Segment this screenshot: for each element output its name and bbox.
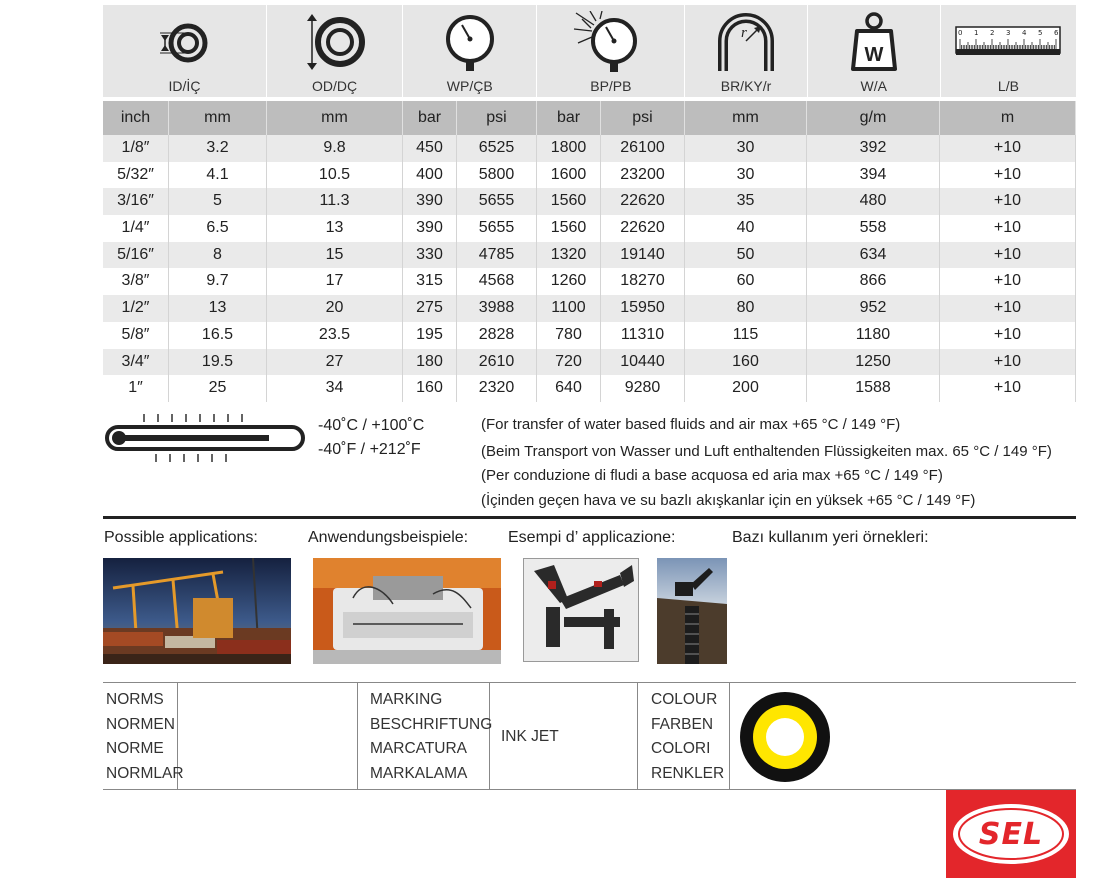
ruler-icon [954, 23, 1062, 63]
construction-site-photo [657, 558, 727, 664]
cell-bp-bar: 780 [537, 322, 601, 349]
header-wa [808, 5, 941, 97]
cell-wa-gm: 634 [807, 242, 940, 269]
svg-text:r: r [741, 25, 747, 41]
cell-od-mm: 27 [267, 349, 403, 376]
svg-text:5: 5 [1038, 29, 1043, 37]
unit-od-mm: mm [267, 101, 403, 135]
table-row [103, 188, 1076, 215]
svg-text:1: 1 [974, 29, 979, 37]
cell-bp-psi: 19140 [601, 242, 685, 269]
applications-title-tr: Bazı kullanım yeri örnekleri: [732, 529, 929, 546]
cell-id-mm: 5 [169, 188, 267, 215]
cell-id-mm: 25 [169, 375, 267, 402]
norms-de: NORMEN [106, 715, 175, 733]
machinery-photo [313, 558, 501, 664]
section-divider [103, 516, 1076, 519]
footer-top-line [103, 682, 1076, 683]
cell-wp-psi: 5655 [457, 188, 537, 215]
cell-wp-bar: 180 [403, 349, 457, 376]
cell-wa-gm: 558 [807, 215, 940, 242]
footer-divider-2 [357, 682, 358, 789]
bend-radius-icon [711, 11, 781, 73]
cell-br-mm: 80 [685, 295, 807, 322]
cell-br-mm: 40 [685, 215, 807, 242]
wp-label: WP/ÇB [446, 78, 493, 94]
cell-wa-gm: 392 [807, 135, 940, 162]
table-row [103, 162, 1076, 189]
note-tr: (İçinden geçen hava ve su bazlı akışkanlar için en yüksek +65 °C / 149 °F) [481, 492, 976, 509]
cell-inch: 1/4″ [103, 215, 169, 242]
applications-title-de: Anwendungsbeispiele: [308, 529, 469, 546]
table-row [103, 215, 1076, 242]
pressure-gauge-icon [440, 11, 500, 73]
marking-labels [370, 688, 492, 786]
marking-tr: MARKALAMA [370, 764, 468, 782]
cell-inch: 1/8″ [103, 135, 169, 162]
temperature-celsius: -40˚C / +100˚C [318, 417, 425, 434]
marking-en: MARKING [370, 691, 443, 708]
cell-br-mm: 50 [685, 242, 807, 269]
cell-id-mm: 6.5 [169, 215, 267, 242]
applications-title-en: Possible applications: [104, 529, 258, 546]
cell-id-mm: 4.1 [169, 162, 267, 189]
unit-inch: inch [103, 101, 169, 135]
cell-inch: 3/16″ [103, 188, 169, 215]
footer-bottom-line [103, 789, 1076, 790]
cell-lb-m: +10 [940, 322, 1076, 349]
cell-wp-bar: 195 [403, 322, 457, 349]
colour-en: COLOUR [651, 691, 718, 708]
marking-de: BESCHRIFTUNG [370, 715, 493, 733]
colour-it: COLORI [651, 740, 711, 757]
cell-wp-psi: 4568 [457, 268, 537, 295]
cell-bp-bar: 1320 [537, 242, 601, 269]
cell-lb-m: +10 [940, 242, 1076, 269]
cell-id-mm: 13 [169, 295, 267, 322]
cell-od-mm: 10.5 [267, 162, 403, 189]
unit-bp-psi: psi [601, 101, 685, 135]
header-id [103, 5, 267, 97]
cell-id-mm: 8 [169, 242, 267, 269]
cell-lb-m: +10 [940, 375, 1076, 402]
table-row [103, 349, 1076, 376]
cell-wa-gm: 952 [807, 295, 940, 322]
cell-od-mm: 13 [267, 215, 403, 242]
cell-wp-psi: 3988 [457, 295, 537, 322]
table-row [103, 295, 1076, 322]
cell-lb-m: +10 [940, 162, 1076, 189]
cell-bp-bar: 1100 [537, 295, 601, 322]
cell-inch: 3/8″ [103, 268, 169, 295]
cell-od-mm: 17 [267, 268, 403, 295]
cell-lb-m: +10 [940, 215, 1076, 242]
cell-bp-psi: 18270 [601, 268, 685, 295]
temperature-fahrenheit: -40˚F / +212˚F [318, 441, 421, 458]
outer-diameter-icon [302, 11, 368, 73]
sel-logo [946, 790, 1076, 878]
unit-wp-bar: bar [403, 101, 457, 135]
colour-de: FARBEN [651, 715, 714, 733]
cell-bp-bar: 1560 [537, 188, 601, 215]
cell-bp-psi: 22620 [601, 188, 685, 215]
unit-wp-psi: psi [457, 101, 537, 135]
cell-wp-psi: 2610 [457, 349, 537, 376]
cell-bp-bar: 640 [537, 375, 601, 402]
cell-bp-bar: 1800 [537, 135, 601, 162]
cell-wp-bar: 315 [403, 268, 457, 295]
table-row [103, 322, 1076, 349]
unit-wa-gm: g/m [807, 101, 940, 135]
cell-bp-bar: 1260 [537, 268, 601, 295]
marking-value: INK JET [501, 728, 559, 745]
lb-label: L/B [997, 78, 1019, 94]
wa-label: W/A [860, 78, 887, 94]
cell-bp-psi: 15950 [601, 295, 685, 322]
cell-bp-psi: 22620 [601, 215, 685, 242]
cell-id-mm: 19.5 [169, 349, 267, 376]
hose-colour-swatch [738, 690, 832, 784]
note-it: (Per conduzione di fludi a base acquosa ed aria max +65 °C / 149 °F) [481, 467, 943, 484]
table-row [103, 268, 1076, 295]
data-rows [103, 135, 1076, 402]
note-de: (Beim Transport von Wasser und Luft enthaltenden Flüssigkeiten max. 65 °C / 149 °F) [481, 443, 1052, 460]
cell-od-mm: 20 [267, 295, 403, 322]
cell-bp-psi: 26100 [601, 135, 685, 162]
od-label: OD/DÇ [312, 78, 358, 94]
cell-wp-psi: 5655 [457, 215, 537, 242]
thermometer-icon [102, 410, 307, 466]
cell-wp-psi: 6525 [457, 135, 537, 162]
unit-br-mm: mm [685, 101, 807, 135]
cell-br-mm: 200 [685, 375, 807, 402]
cell-br-mm: 160 [685, 349, 807, 376]
cell-id-mm: 9.7 [169, 268, 267, 295]
cell-br-mm: 35 [685, 188, 807, 215]
footer-divider-5 [729, 682, 730, 789]
header-wp [403, 5, 537, 97]
cell-lb-m: +10 [940, 188, 1076, 215]
cell-br-mm: 115 [685, 322, 807, 349]
norms-en: NORMS [106, 691, 164, 708]
cell-wp-bar: 390 [403, 188, 457, 215]
cell-wp-psi: 2828 [457, 322, 537, 349]
svg-text:4: 4 [1022, 29, 1027, 37]
port-crane-photo [103, 558, 291, 664]
cell-od-mm: 15 [267, 242, 403, 269]
cell-inch: 5/8″ [103, 322, 169, 349]
cell-od-mm: 23.5 [267, 322, 403, 349]
svg-text:0: 0 [958, 29, 963, 37]
svg-text:2: 2 [990, 29, 995, 37]
unit-bp-bar: bar [537, 101, 601, 135]
cell-od-mm: 34 [267, 375, 403, 402]
cell-inch: 5/32″ [103, 162, 169, 189]
applications-title-it: Esempi d’ applicazione: [508, 529, 676, 546]
spec-table [103, 5, 1076, 402]
cell-inch: 5/16″ [103, 242, 169, 269]
norms-it: NORME [106, 740, 164, 757]
cell-wp-psi: 2320 [457, 375, 537, 402]
cell-id-mm: 3.2 [169, 135, 267, 162]
marking-it: MARCATURA [370, 740, 468, 757]
cell-inch: 1/2″ [103, 295, 169, 322]
note-en: (For transfer of water based fluids and air max +65 °C / 149 °F) [481, 416, 901, 433]
cell-inch: 1″ [103, 375, 169, 402]
cell-lb-m: +10 [940, 135, 1076, 162]
cell-wp-bar: 330 [403, 242, 457, 269]
cell-lb-m: +10 [940, 268, 1076, 295]
header-br [685, 5, 807, 97]
colour-labels [651, 688, 724, 786]
cell-wa-gm: 480 [807, 188, 940, 215]
cell-wp-bar: 160 [403, 375, 457, 402]
cell-bp-psi: 23200 [601, 162, 685, 189]
table-row [103, 375, 1076, 402]
header-lb [941, 5, 1076, 97]
cell-lb-m: +10 [940, 295, 1076, 322]
cell-bp-bar: 1600 [537, 162, 601, 189]
cell-br-mm: 30 [685, 162, 807, 189]
header-icon-row [103, 5, 1076, 97]
cell-wp-bar: 275 [403, 295, 457, 322]
svg-text:W: W [864, 44, 884, 66]
norms-labels [106, 688, 184, 786]
svg-text:6: 6 [1054, 29, 1059, 37]
cell-bp-bar: 720 [537, 349, 601, 376]
cell-br-mm: 30 [685, 135, 807, 162]
norms-tr: NORMLAR [106, 764, 184, 782]
cell-wa-gm: 394 [807, 162, 940, 189]
cell-id-mm: 16.5 [169, 322, 267, 349]
cell-wp-bar: 390 [403, 215, 457, 242]
table-row [103, 242, 1076, 269]
cell-od-mm: 9.8 [267, 135, 403, 162]
unit-lb-m: m [940, 101, 1076, 135]
svg-text:3: 3 [1006, 29, 1011, 37]
cell-inch: 3/4″ [103, 349, 169, 376]
cell-bp-psi: 9280 [601, 375, 685, 402]
burst-gauge-icon [572, 11, 650, 75]
cell-wa-gm: 1250 [807, 349, 940, 376]
excavator-arm-photo [523, 558, 639, 662]
unit-row [103, 101, 1076, 135]
cell-wp-psi: 5800 [457, 162, 537, 189]
cell-lb-m: +10 [940, 349, 1076, 376]
weight-icon [849, 11, 899, 73]
cell-wa-gm: 1588 [807, 375, 940, 402]
cell-br-mm: 60 [685, 268, 807, 295]
cell-bp-psi: 11310 [601, 322, 685, 349]
bp-label: BP/PB [590, 78, 632, 94]
cell-bp-bar: 1560 [537, 215, 601, 242]
cell-wa-gm: 866 [807, 268, 940, 295]
sel-logo-text: SEL [978, 817, 1044, 852]
cell-od-mm: 11.3 [267, 188, 403, 215]
cell-wp-psi: 4785 [457, 242, 537, 269]
header-bp [537, 5, 685, 97]
cell-bp-psi: 10440 [601, 349, 685, 376]
cell-wp-bar: 450 [403, 135, 457, 162]
unit-id-mm: mm [169, 101, 267, 135]
br-label: BR/KY/r [720, 78, 772, 94]
cell-wa-gm: 1180 [807, 322, 940, 349]
table-row [103, 135, 1076, 162]
inner-diameter-icon [154, 11, 214, 71]
id-label: ID/İÇ [168, 78, 201, 94]
footer-divider-4 [637, 682, 638, 789]
cell-wp-bar: 400 [403, 162, 457, 189]
header-od [267, 5, 403, 97]
colour-tr: RENKLER [651, 764, 725, 782]
